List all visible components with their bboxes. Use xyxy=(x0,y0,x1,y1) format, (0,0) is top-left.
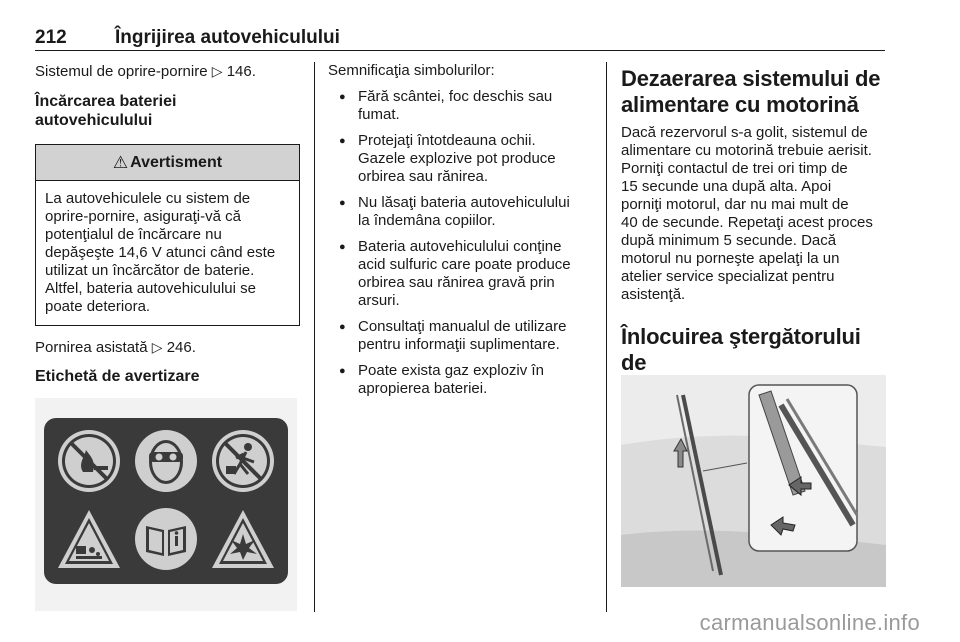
symbols-list xyxy=(328,88,590,398)
list-item: ● Consultaţi manualul de utilizare pentru informaţii suplimentare. xyxy=(328,318,590,354)
list-item: ● Poate exista gaz exploziv în apropierea bateriei. xyxy=(328,362,590,398)
column-divider xyxy=(606,62,607,612)
watermark-text: carmanualsonline.info xyxy=(699,610,920,635)
chapter-title: Îngrijirea autovehiculului xyxy=(115,27,340,48)
warning-body xyxy=(36,181,299,325)
column-left xyxy=(35,62,300,611)
section-title-charging: Încărcarea bateriei autovehiculului xyxy=(35,93,177,129)
list-item: ● Nu lăsaţi bateria autovehiculului la îndemâna copiilor. xyxy=(328,194,590,230)
section-title-fuel-bleeding: Dezaerarea sistemului de alimentare cu motorină xyxy=(621,66,881,117)
warning-text: La autovehiculele cu sistem de oprire-pornire, asiguraţi-vă că potenţialul de încărcare nu depăşeşte 14,6 V atunci când este utilizat un încărcător de baterie. Altfel, bateria autovehiculului se poate deteriora. xyxy=(45,190,276,315)
eye-protection-icon xyxy=(133,428,199,494)
list-item: ● Bateria autovehiculului conţine acid sulfuric care poate produce orbirea sau rănirea gravă prin arsuri. xyxy=(328,238,590,310)
fuel-bleeding-text: Dacă rezervorul s-a golit, sistemul de alimentare cu motorină trebuie aerisit. Porniţi contactul de trei ori timp de 15 secunde una după alta. Apoi porniţi motorul, dar nu mai mult de 40 de secunde. Repetaţi acest proces după minimum 5 secunde. Dacă motorul nu porneşte apelaţi la un atelier service specializat pentru asistenţă. xyxy=(621,124,873,303)
section-title-warning-label: Etichetă de avertizare xyxy=(35,368,200,385)
wiper-diagram xyxy=(621,375,886,587)
column-middle xyxy=(328,62,590,398)
page-ref-link[interactable]: 246. xyxy=(166,339,196,356)
page-header xyxy=(35,27,885,51)
warning-box xyxy=(35,144,300,326)
list-item: ● Fără scântei, foc deschis sau fumat. xyxy=(328,88,590,124)
symbols-intro: Semnificaţia simbolurilor: xyxy=(328,62,495,79)
page-number: 212 xyxy=(35,27,67,48)
section-title-wiper-replacement: Înlocuirea ştergătorului de xyxy=(621,324,861,375)
read-manual-icon xyxy=(133,506,199,572)
jump-start-ref: Pornirea asistată ▷ 246. xyxy=(35,339,196,356)
warning-triangle-icon: ⚠ xyxy=(112,152,129,172)
label-panel xyxy=(44,418,288,584)
explosive-gas-icon xyxy=(210,506,276,572)
warning-header: ⚠ Avertisment xyxy=(36,145,299,181)
column-right xyxy=(621,62,886,402)
column-divider xyxy=(314,62,315,612)
acid-hazard-icon xyxy=(56,506,122,572)
page-ref-arrow-icon: ▷ xyxy=(211,63,223,79)
list-item: ● Protejaţi întotdeauna ochii. Gazele explozive pot produce orbirea sau rănirea. xyxy=(328,132,590,186)
page-ref-link[interactable]: 146. xyxy=(226,63,256,80)
start-stop-ref: Sistemul de oprire-pornire ▷ 146. xyxy=(35,63,256,80)
wiper-replacement-illustration xyxy=(621,375,886,587)
no-fire-icon xyxy=(56,428,122,494)
keep-away-children-icon xyxy=(210,428,276,494)
battery-warning-label-image xyxy=(35,398,297,611)
page-ref-arrow-icon: ▷ xyxy=(151,339,163,355)
